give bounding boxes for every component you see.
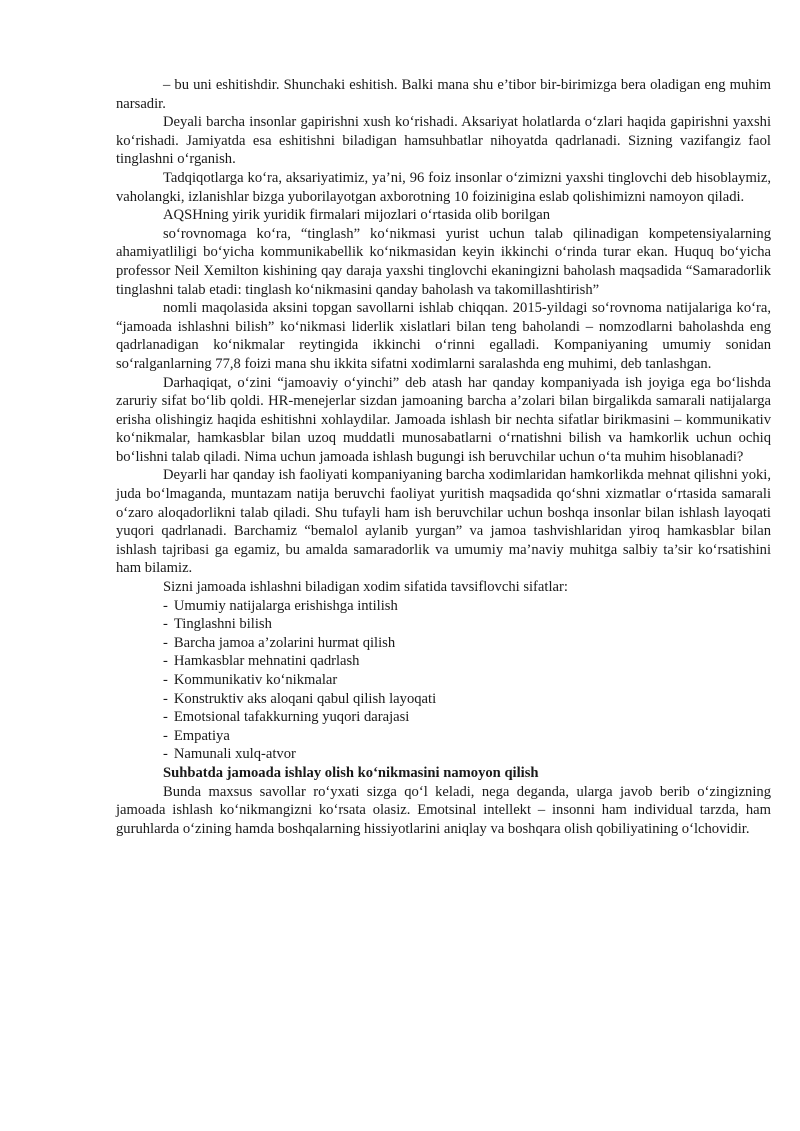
list-marker: -: [163, 690, 168, 707]
list-marker: -: [163, 597, 168, 614]
paragraph: AQSHning yirik yuridik firmalari mijozlari o‘rtasida olib borilgan: [163, 207, 551, 224]
paragraph: Deyarli har qanday ish faoliyati kompaniyaning barcha xodimlaridan hamkorlikda mehnat qilishni yoki, juda bo‘lmaganda, muntazam natija beruvchi faoliyat yuritish maqsadida qo‘shni xizmatlar o‘rtasida samarali o‘zaro aloqadorlikni talab qiladi. Shu tufayli ham ish beruvchilar uchun boshqa insonlar bilan ishlash layoqati yuqori qadrlanadi. Barchamiz “bemalol aylanib yurgan” va jamoa tashvishlaridan yiroq hamkasblar bilan ishlash tajribasi ga egamiz, bu amalda samaradorlik va umumiy ma’naviy muhitga salbiy ta’sir ko‘rsatishini ham bilamiz.: [116, 467, 771, 577]
paragraph: Tadqiqotlarga ko‘ra, aksariyatimiz, ya’ni, 96 foiz insonlar o‘zimizni yaxshi tinglovchi deb hisoblaymiz, vaholangki, izlanishlar bizga yuborilayotgan axborotning 10 foizinigina eslab qolishimizni namoyon qiladi.: [116, 169, 771, 205]
list-item: - Barcha jamoa a’zolarini hurmat qilish: [163, 634, 396, 651]
document-page: [116, 76, 771, 838]
list-item: - Namunali xulq-atvor: [163, 746, 296, 763]
qualities-list: [116, 597, 771, 764]
list-item: - Kommunikativ ko‘nikmalar: [163, 672, 338, 688]
list-marker: -: [163, 672, 168, 688]
list-item: - Tinglashni bilish: [163, 616, 272, 633]
list-item: - Umumiy natijalarga erishishga intilish: [163, 597, 398, 614]
paragraph: Deyali barcha insonlar gapirishni xush ko‘rishadi. Aksariyat holatlarda o‘zlari haqida gapirishni yaxshi ko‘rishadi. Jamiyatda esa eshitishni biladigan hamsuhbatlar nihoyatda qadrlanadi. Sizning vazifangiz faol tinglashni o‘rganish.: [116, 114, 771, 168]
list-item: - Konstruktiv aks aloqani qabul qilish layoqati: [163, 690, 437, 707]
paragraph: nomli maqolasida aksini topgan savollarni ishlab chiqqan. 2015-yildagi so‘rovnoma natijalariga ko‘ra, “jamoada ishlashni bilish” ko‘nikmasi liderlik xislatlari bilan teng baholandi – nomzodlarni baholashda eng qadrlanadigan ko‘nikmalar reytingida ikkinchi o‘rinni egalladi. Kompaniyaning umumiy sonidan so‘ralganlarning 77,8 foizi mana shu ikkita sifatni xodimlarni saralashda eng muhimi, deb tanlashgan.: [116, 300, 771, 372]
section-heading: Suhbatda jamoada ishlay olish ko‘nikmasini namoyon qilish: [163, 764, 539, 781]
list-marker: -: [163, 653, 168, 670]
list-marker: -: [163, 709, 168, 726]
paragraph: Bunda maxsus savollar ro‘yxati sizga qo‘l keladi, nega deganda, ularga javob berib o‘zingizning jamoada ishlash ko‘nikmangizni ko‘rsata olasiz. Emotsinal intellekt – insonni ham individual tarzda, ham guruhlarda o‘zining hamda boshqalarning hissiyotlarini aniqlay va boshqara olish qobiliyatining o‘lchovidir.: [116, 783, 771, 837]
list-marker: -: [163, 727, 168, 744]
list-marker: -: [163, 616, 168, 633]
list-intro: Sizni jamoada ishlashni biladigan xodim sifatida tavsiflovchi sifatlar:: [163, 579, 568, 596]
paragraph: so‘rovnomaga ko‘ra, “tinglash” ko‘nikmasi yurist uchun talab qilinadigan kompetensiyalarning ahamiyatliligi bo‘yicha kommunikabellik ko‘nikmasidan keyin ikkinchi o‘rinda turar ekan. Huquq bo‘yicha professor Neil Xemilton kishining qay daraja yaxshi tinglovchi ekaningizni baholash maqsadida “Samaradorlik tinglashni talab etadi: tinglash ko‘nikmasini qanday baholash va takomillashtirish”: [116, 225, 771, 298]
list-item: - Empatiya: [163, 727, 230, 744]
list-item: - Hamkasblar mehnatini qadrlash: [163, 653, 360, 670]
paragraph: Darhaqiqat, o‘zini “jamoaviy o‘yinchi” deb atash har qanday kompaniyada ish joyiga ega bo‘lishda zaruriy sifat bo‘lib qoldi. HR-menejerlar sizdan jamoaning barcha a’zolari bilan birgalikda samarali natijalarga erisha olishingiz haqida eshitishni xohlaydilar. Jamoada ishlash bir nechta sifatlar birikmasini – kommunikativ ko‘nikmalar, hamkasblar bilan uzoq muddatli munosabatlarni o‘rnatishni bilish va hamkorlik uchun ochiq bo‘lishni talab qiladi. Nima uchun jamoada ishlash bugungi ish beruvchilar uchun o‘ta muhim hisoblanadi?: [116, 374, 771, 465]
list-item: - Emotsional tafakkurning yuqori darajasi: [163, 709, 410, 726]
list-marker: -: [163, 746, 168, 763]
list-marker: -: [163, 634, 168, 651]
paragraph: – bu uni eshitishdir. Shunchaki eshitish. Balki mana shu e’tibor bir-birimizga bera oladigan eng muhim narsadir.: [116, 77, 771, 112]
